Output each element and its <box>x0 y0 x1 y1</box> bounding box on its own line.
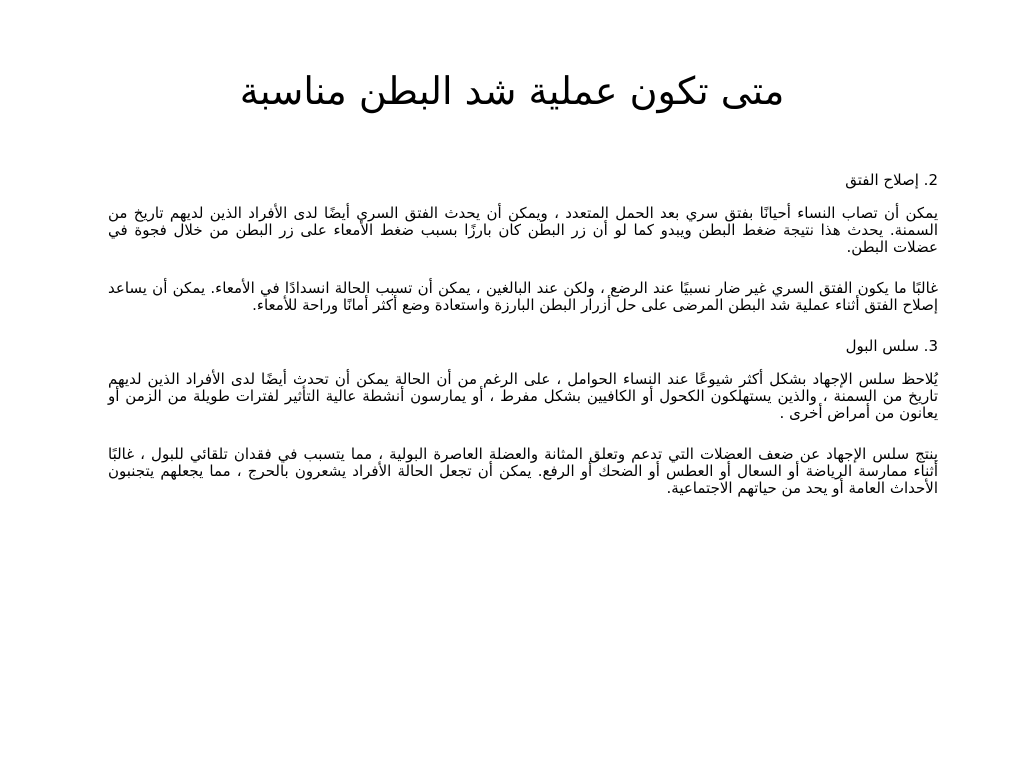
paragraph-incontinence-causes: ينتج سلس الإجهاد عن ضعف العضلات التي تدعم وتعلق المثانة والعضلة العاصرة البولية ، مما يتسبب في فقدان تلقائي للبول ، غالبًا أثناء ممارسة الرياضة أو السعال أو العطس أو الضحك أو الرفع. يمكن أن تجعل الحالة الأفراد يشعرون بالحرج ، مما يجعلهم يتجنبون الأحداث العامة أو يحد من حياتهم الاجتماعية. <box>108 445 938 497</box>
paragraph-umbilical-hernia: يمكن أن تصاب النساء أحيانًا بفتق سري بعد الحمل المتعدد ، ويمكن أن يحدث الفتق السري أيضًا لدى الأفراد الذين لديهم تاريخ من السمنة. يحدث هذا نتيجة ضغط البطن ويبدو كما لو أن زر البطن كان بارزًا بسبب ضغط الأمعاء على زر البطن من خلال فجوة في عضلات البطن. <box>108 204 938 256</box>
slide-title: متى تكون عملية شد البطن مناسبة <box>239 69 785 113</box>
paragraph-stress-incontinence: يُلاحظ سلس الإجهاد بشكل أكثر شيوعًا عند النساء الحوامل ، على الرغم من أن الحالة يمكن أن تحدث أيضًا لدى الأفراد الذين لديهم تاريخ من السمنة ، والذين يستهلكون الكحول أو الكافيين بشكل مفرط ، أو يمارسون أنشطة عالية التأثير لفترات طويلة من الزمن أو يعانون من أمراض أخرى . <box>108 370 938 422</box>
slide-body <box>108 172 938 521</box>
section-heading-hernia-repair: 2. إصلاح الفتق <box>845 171 938 189</box>
paragraph-hernia-repair-benefits: غالبًا ما يكون الفتق السري غير ضار نسبيًا عند الرضع ، ولكن عند البالغين ، يمكن أن تسبب الحالة انسدادًا في الأمعاء. يمكن أن يساعد إصلاح الفتق أثناء عملية شد البطن المرضى على حل أزرار البطن البارزة واستعادة وضع أكثر أمانًا وراحة للأمعاء. <box>108 279 938 314</box>
section-heading-incontinence: 3. سلس البول <box>845 337 938 355</box>
